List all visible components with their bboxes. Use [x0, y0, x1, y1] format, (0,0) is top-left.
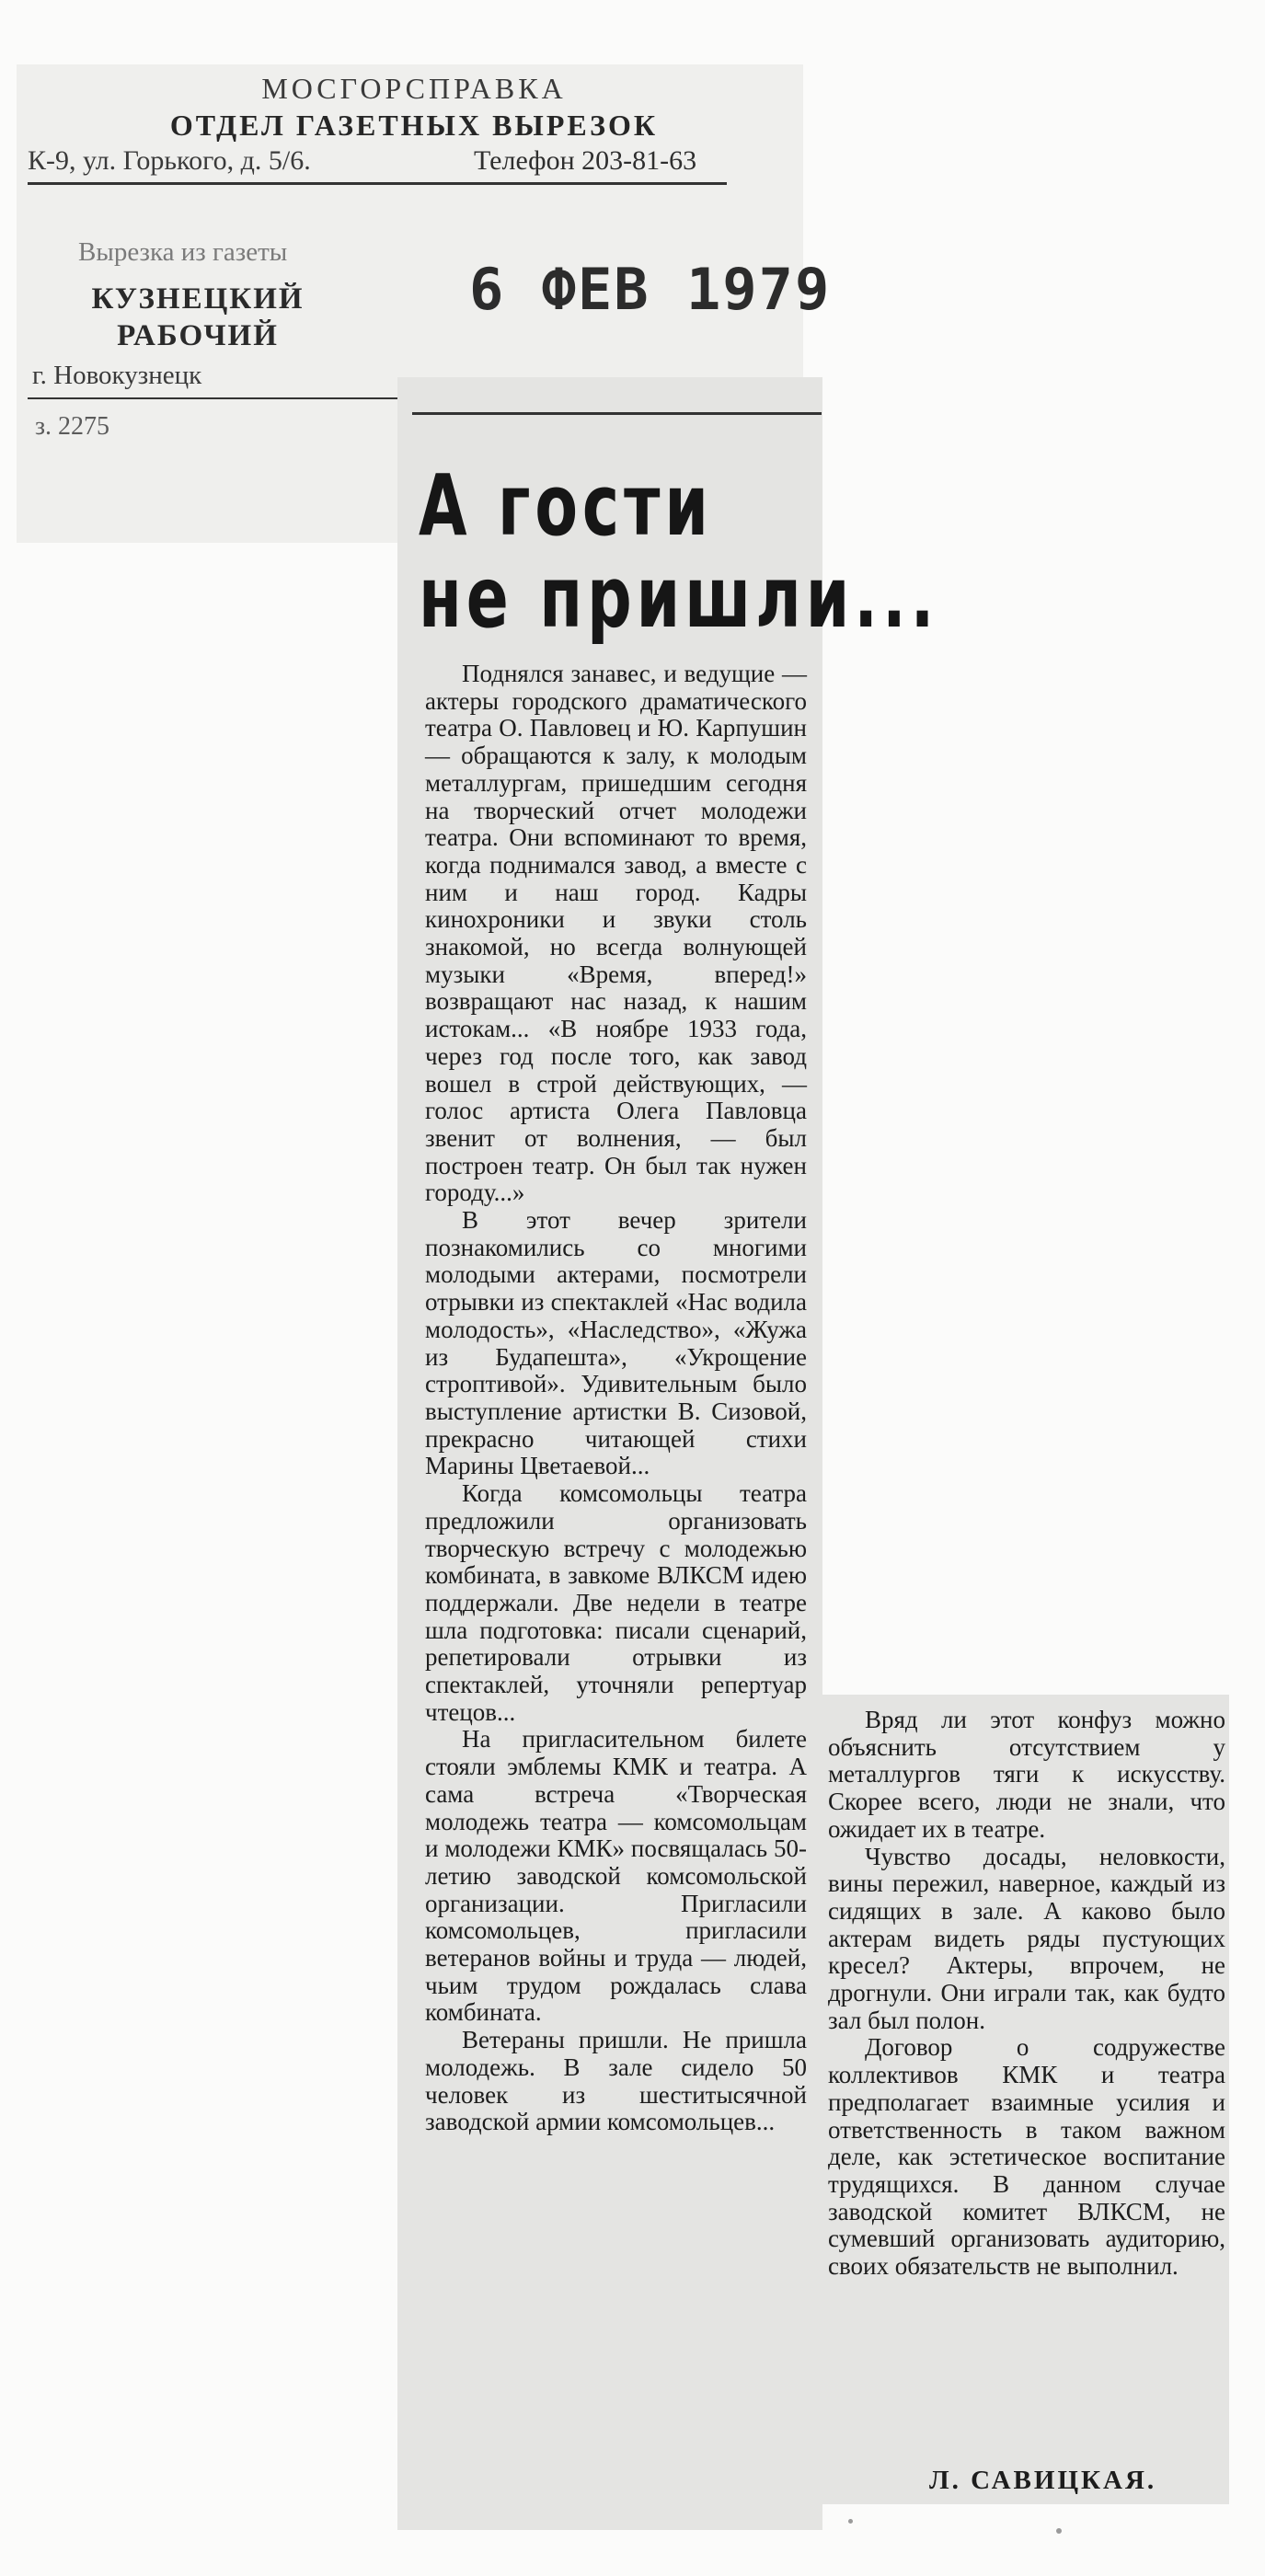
article-title-line2: не пришли... — [419, 548, 939, 647]
article-column-2 — [828, 1707, 1225, 2281]
article-title-line1: А гости — [419, 456, 713, 555]
phone-number: Телефон 203-81-63 — [474, 145, 697, 176]
paragraph: В этот вечер зрители познакомились со многими молодыми актерами, посмотрели отрывки из спектаклей «Нас водила молодость», «Наследство», «Жужа из Будапешта», «Укрощение строптивой». Удивительным было выступление артистки В. Сизовой, прекрасно читающей стихи Марины Цветаевой... — [425, 1206, 807, 1480]
paragraph: На пригласительном билете стояли эмблемы КМК и театра. А сама встреча «Творческая молодежь театра — комсомольцам и молодежи КМК» посвящалась 50-летию заводской комсомольской организации. Пригласили комсомольцев, пригласили ветеранов войны и труда — людей, чьим трудом рождалась слава комбината. — [425, 1725, 807, 2027]
order-number: з. 2275 — [35, 412, 110, 441]
agency-name: МОСГОРСПРАВКА — [261, 72, 567, 105]
newspaper-name — [55, 281, 340, 354]
header-rule — [28, 182, 727, 185]
paragraph: Ветераны пришли. Не пришла молодежь. В зале сидело 50 человек из шеститысячной заводской армии комсомольцев... — [425, 2026, 807, 2136]
article-title — [419, 456, 939, 647]
newspaper-name-line2: РАБОЧИЙ — [117, 319, 279, 352]
paper-speck — [1056, 2528, 1062, 2534]
address: К-9, ул. Горького, д. 5/6. — [28, 145, 311, 176]
paragraph: Поднялся занавес, и ведущие — актеры городского драматического театра О. Павловец и Ю. Карпушин — обращаются к залу, к молодым металлургам, пришедшим сегодня на творческий отчет молодежи театра. Они вспоминают то время, когда поднимался завод, а вместе с ним и наш город. Кадры кинохроники и звуки столь знакомой, но всегда волнующей музыки «Время, вперед!» возвращают нас назад, к нашим истокам... «В ноябре 1933 года, через год после того, как завод вошел в строй действующих, — голос артиста Олега Павловца звенит от волнения, — был построен театр. Он был так нужен городу...» — [425, 660, 807, 1207]
city-rule — [28, 397, 414, 399]
paragraph: Чувство досады, неловкости, вины пережил, наверное, каждый из сидящих в зале. А каково было актерам видеть ряды пустующих кресел? Актеры, впрочем, не дрогнули. Они играли так, как будто зал был полон. — [828, 1842, 1225, 2034]
paragraph: Когда комсомольцы театра предложили организовать творческую встречу с молодежью комбината, в завкоме ВЛКСМ идею поддержали. Две недели в театре шла подготовка: писали сценарий, репетировали отрывки из спектаклей, уточняли репертуар чтецов... — [425, 1479, 807, 1726]
paragraph: Вряд ли этот конфуз можно объяснить отсутствием у металлургов тяги к искусству. Скорее всего, люди не знали, что ожидает их в театре. — [828, 1706, 1225, 1843]
paragraph: Договор о содружестве коллективов КМК и театра предполагает взаимные усилия и ответственность в таком важном деле, как эстетическое воспитание трудящихся. В данном случае заводской комитет ВЛКСМ, не сумевший организовать аудиторию, своих обязательств не выполнил. — [828, 2033, 1225, 2281]
clipping-source-label: Вырезка из газеты — [78, 237, 288, 267]
city: г. Новокузнецк — [32, 361, 202, 390]
date-stamp: 6 ФЕВ 1979 — [469, 256, 832, 323]
article-column-1 — [425, 661, 807, 2136]
department-name: ОТДЕЛ ГАЗЕТНЫХ ВЫРЕЗОК — [169, 109, 659, 142]
newspaper-name-line1: КУЗНЕЦКИЙ — [91, 282, 305, 316]
author-signature: Л. САВИЦКАЯ. — [929, 2466, 1157, 2495]
paper-speck — [848, 2519, 853, 2524]
article-top-rule — [412, 412, 822, 415]
